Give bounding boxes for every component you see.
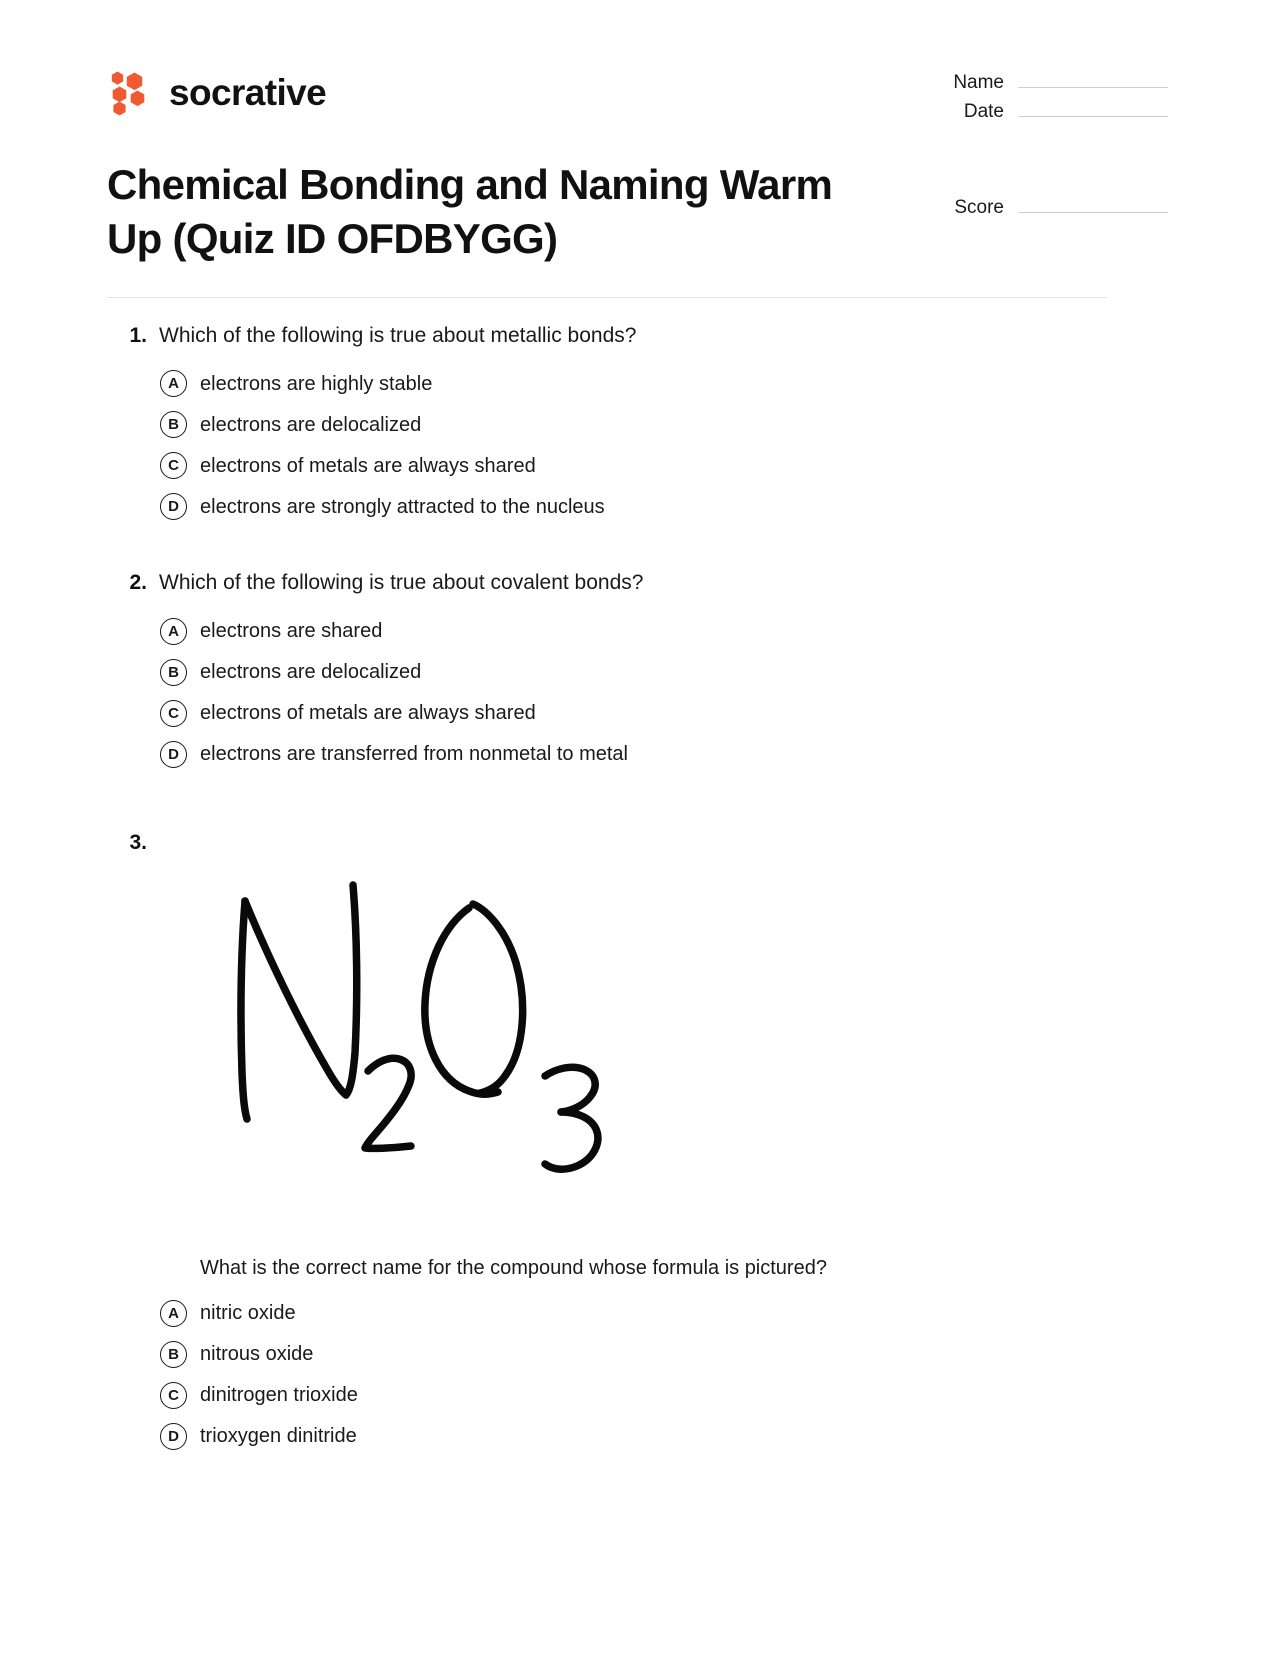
question-3-prompt: What is the correct name for the compound whose formula is pictured? bbox=[200, 1256, 827, 1279]
choice-label-c: dinitrogen trioxide bbox=[200, 1384, 358, 1407]
hexagon-cluster-icon bbox=[107, 68, 155, 116]
question-3-choice-d[interactable] bbox=[107, 1416, 1107, 1457]
score-field-line[interactable] bbox=[1018, 211, 1168, 213]
question-item-2 bbox=[107, 569, 1107, 774]
choice-label-b: electrons are delocalized bbox=[200, 661, 422, 684]
question-1-number: 1. bbox=[129, 324, 147, 347]
socrative-logo bbox=[107, 68, 326, 116]
choice-bubble-a[interactable]: A bbox=[160, 1300, 187, 1327]
question-1-choice-d[interactable] bbox=[107, 486, 1107, 527]
score-field-label: Score bbox=[954, 197, 1004, 218]
score-field-row bbox=[923, 197, 1168, 226]
choice-bubble-d[interactable]: D bbox=[160, 1423, 187, 1450]
question-2-number: 2. bbox=[129, 571, 147, 595]
header-divider bbox=[107, 297, 1107, 298]
question-2-text: Which of the following is true about covalent bonds? bbox=[159, 571, 644, 595]
choice-bubble-c[interactable]: C bbox=[160, 700, 187, 727]
question-1-choice-c[interactable] bbox=[107, 445, 1107, 486]
choice-bubble-b[interactable]: B bbox=[160, 659, 187, 686]
name-field-row bbox=[923, 72, 1168, 101]
choice-bubble-c[interactable]: C bbox=[160, 452, 187, 479]
question-list bbox=[107, 322, 1107, 1493]
choice-label-c: electrons of metals are always shared bbox=[200, 454, 536, 477]
student-info-fields bbox=[923, 72, 1168, 226]
choice-bubble-b[interactable]: B bbox=[160, 1341, 187, 1368]
choice-bubble-c[interactable]: C bbox=[160, 1382, 187, 1409]
choice-label-a: electrons are shared bbox=[200, 620, 383, 643]
choice-label-c: electrons of metals are always shared bbox=[200, 702, 536, 725]
question-3-choice-a[interactable] bbox=[107, 1293, 1107, 1334]
date-field-line[interactable] bbox=[1018, 115, 1168, 117]
name-field-label: Name bbox=[953, 72, 1004, 93]
question-3-header bbox=[107, 831, 1107, 855]
question-item-1 bbox=[107, 322, 1107, 527]
question-3-choice-b[interactable] bbox=[107, 1334, 1107, 1375]
question-3-choice-c[interactable] bbox=[107, 1375, 1107, 1416]
question-1-header bbox=[107, 322, 1107, 349]
question-2-choice-b[interactable] bbox=[107, 652, 1107, 693]
choice-label-a: nitric oxide bbox=[200, 1302, 296, 1325]
page-title: Chemical Bonding and Naming Warm Up (Quiz ID OFDBYGG) bbox=[107, 161, 833, 262]
choice-label-a: electrons are highly stable bbox=[200, 372, 433, 395]
date-field-row bbox=[923, 101, 1168, 130]
date-field-label: Date bbox=[963, 101, 1004, 122]
question-2-header bbox=[107, 569, 1107, 596]
choice-label-b: electrons are delocalized bbox=[200, 413, 422, 436]
choice-bubble-a[interactable]: A bbox=[160, 618, 187, 645]
choice-bubble-d[interactable]: D bbox=[160, 493, 187, 520]
handwritten-formula-n2o3-icon bbox=[227, 863, 647, 1193]
choice-label-d: trioxygen dinitride bbox=[200, 1425, 357, 1448]
question-2-choice-d[interactable] bbox=[107, 734, 1107, 775]
question-1-choice-b[interactable] bbox=[107, 404, 1107, 445]
question-3-number: 3. bbox=[129, 830, 147, 854]
choice-bubble-b[interactable]: B bbox=[160, 411, 187, 438]
question-1-text: Which of the following is true about metallic bonds? bbox=[159, 324, 637, 347]
choice-bubble-d[interactable]: D bbox=[160, 741, 187, 768]
question-2-choice-c[interactable] bbox=[107, 693, 1107, 734]
choice-label-d: electrons are transferred from nonmetal to metal bbox=[200, 743, 628, 766]
choice-label-b: nitrous oxide bbox=[200, 1343, 314, 1366]
choice-label-d: electrons are strongly attracted to the nucleus bbox=[200, 495, 605, 518]
question-1-choice-a[interactable] bbox=[107, 363, 1107, 404]
question-2-choice-a[interactable] bbox=[107, 611, 1107, 652]
choice-bubble-a[interactable]: A bbox=[160, 370, 187, 397]
question-3-formula-drawing bbox=[227, 863, 647, 1193]
brand-name: socrative bbox=[169, 71, 327, 113]
question-item-3 bbox=[107, 831, 1107, 1457]
page-header bbox=[107, 58, 1168, 298]
name-field-line[interactable] bbox=[1018, 86, 1168, 88]
